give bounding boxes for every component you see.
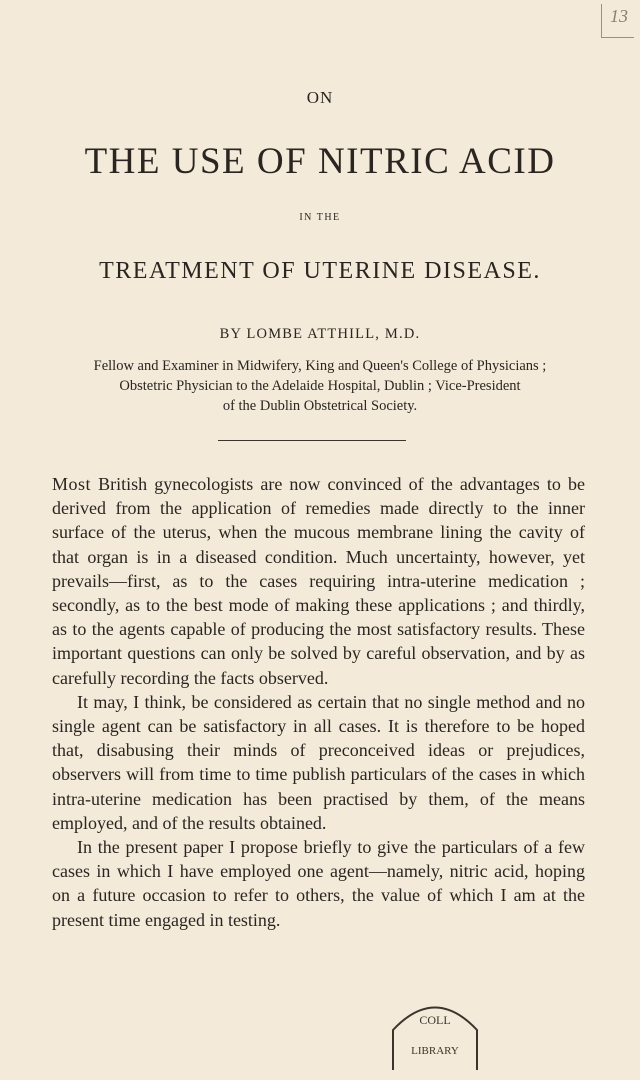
title-on: ON [306,88,334,107]
paragraph [52,472,585,690]
credential-line: Obstetric Physician to the Adelaide Hospital, Dublin ; Vice-President [119,378,521,394]
author-credentials [40,356,600,416]
paragraph: In the present paper I propose briefly to give the particulars of a few cases in which I have employed one agent—namely, nitric acid, hoping on a future occasion to refer to others, the value of which I am at the present time engaged in testing. [52,837,585,930]
stamp-middle-text: LIBRARY [411,1045,459,1057]
author-byline: BY LOMBE ATTHILL, M.D. [219,326,421,342]
paragraph: It may, I think, be considered as certain that no single method and no single agent can be satisfactory in all cases. It is therefore to be hoped that, disabusing their minds of preconceived ideas or prejudices, observers will from time to time publish particulars of the cases in which intra-uterine medication has been practised by them, of the means employed, and of the results obtained. [52,691,585,833]
page-subtitle: TREATMENT OF UTERINE DISEASE. [99,258,541,284]
page-title: THE USE OF NITRIC ACID [84,141,556,182]
credential-line: Fellow and Examiner in Midwifery, King and Queen's College of Physicians ; [93,358,547,374]
paragraph-text: British gynecologists are now convinced of the advantages to be derived from the application of remedies made directly to the inner surface of the uterus, when the mucous membrane lining the cavity of that organ is in a diseased condition. Much uncertainty, however, yet prevails—first, as to the cases requiring intra-uterine medication ; secondly, as to the best mode of making these applications ; and thirdly, as to the agents capable of producing the most satisfactory results. These important questions can only be solved by careful observation, and by as carefully recording the facts observed. [52,474,585,688]
library-stamp [385,990,485,1080]
divider-rule [218,440,406,441]
title-in-the: IN THE [299,212,341,223]
paragraph-lead: Most [52,474,92,494]
credential-line: of the Dublin Obstetrical Society. [222,398,418,414]
stamp-top-text: COLL [419,1013,451,1027]
corner-page-mark: 13 [601,4,634,38]
body-text [52,472,585,932]
